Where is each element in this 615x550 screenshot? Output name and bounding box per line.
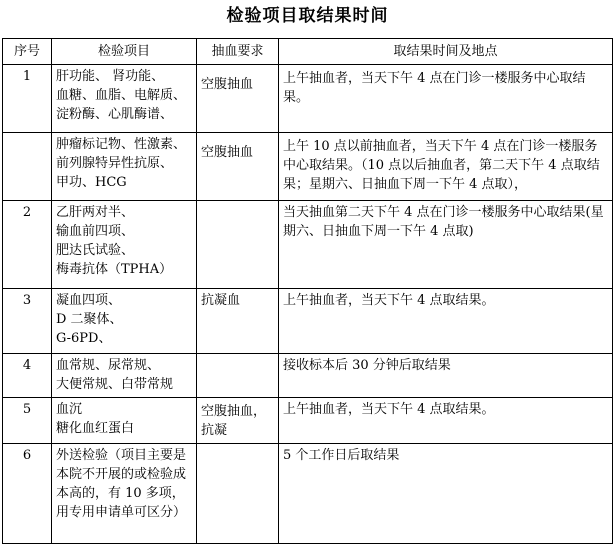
row-number: 5	[3, 398, 52, 444]
row-number: 4	[3, 354, 52, 398]
test-item: 肿瘤标记物、性激素、	[56, 137, 187, 152]
table-row	[3, 201, 613, 289]
test-item: 糖化血红蛋白	[56, 421, 135, 436]
row-number: 1	[3, 65, 52, 133]
table-row	[3, 354, 613, 398]
result-time-cell: 上午抽血者，当天下午 4 点取结果。	[279, 398, 613, 444]
test-item: D 二聚体、	[56, 312, 123, 327]
test-item: 肝功能、 肾功能、	[56, 69, 165, 84]
test-item: 淀粉酶、心肌酶谱、	[56, 107, 174, 122]
row-number	[3, 133, 52, 201]
table-row	[3, 133, 613, 201]
test-item: 肥达氏试验、	[56, 243, 135, 258]
header-result-time-location: 取结果时间及地点	[279, 39, 613, 65]
table-row	[3, 444, 613, 544]
test-items-cell	[52, 65, 197, 133]
test-item: 输血前四项、	[56, 224, 135, 239]
blood-requirement-cell	[197, 201, 279, 289]
table-row	[3, 398, 613, 444]
table-row	[3, 65, 613, 133]
test-item: 前列腺特异性抗原、	[56, 156, 174, 171]
test-items-cell	[52, 201, 197, 289]
row-number: 2	[3, 201, 52, 289]
table-row	[3, 289, 613, 354]
test-items-cell	[52, 289, 197, 354]
test-item: 血沉	[56, 402, 83, 417]
test-item: 乙肝两对半、	[56, 205, 135, 220]
document-title: 检验项目取结果时间	[226, 6, 389, 26]
result-time-cell: 上午抽血者，当天下午 4 点在门诊一楼服务中心取结果。	[279, 65, 613, 133]
test-item: G-6PD、	[56, 331, 112, 346]
test-item: 梅毒抗体（TPHA）	[56, 262, 173, 277]
test-item: 外送检验（项目主要是本院不开展的或检验成本高的，有 10 多项，用专用申请单可区分）	[56, 448, 187, 520]
test-item: 血糖、血脂、电解质、	[56, 88, 187, 103]
table-header-row	[3, 39, 613, 65]
result-time-cell: 上午 10 点以前抽血者，当天下午 4 点在门诊一楼服务中心取结果。（10 点以后抽血者，第二天下午 4 点取结果；星期六、日抽血下周一下午 4 点取），	[279, 133, 613, 201]
header-blood-requirement: 抽血要求	[197, 39, 279, 65]
result-time-cell: 当天抽血第二天下午 4 点在门诊一楼服务中心取结果(星期六、日抽血下周一下午 4 点取)	[279, 201, 613, 289]
results-table	[2, 38, 613, 544]
blood-requirement-cell: 抗凝血	[197, 289, 279, 354]
blood-requirement-cell	[197, 444, 279, 544]
test-items-cell	[52, 354, 197, 398]
blood-requirement-cell: 空腹抽血	[197, 133, 279, 201]
test-items-cell	[52, 444, 197, 544]
blood-requirement-cell	[197, 354, 279, 398]
result-time-cell: 5 个工作日后取结果	[279, 444, 613, 544]
header-test-items: 检验项目	[52, 39, 197, 65]
result-time-cell: 上午抽血者，当天下午 4 点取结果。	[279, 289, 613, 354]
test-item: 血常规、尿常规、	[56, 358, 161, 373]
row-number: 6	[3, 444, 52, 544]
test-item: 大便常规、白带常规	[56, 377, 174, 392]
test-item: 凝血四项、	[56, 293, 122, 308]
test-item: 甲功、HCG	[56, 175, 127, 190]
blood-requirement-cell: 空腹抽血	[197, 65, 279, 133]
header-serial-number: 序号	[3, 39, 52, 65]
row-number: 3	[3, 289, 52, 354]
result-time-cell: 接收标本后 30 分钟后取结果	[279, 354, 613, 398]
test-items-cell	[52, 133, 197, 201]
blood-requirement-cell: 空腹抽血，抗凝	[197, 398, 279, 444]
test-items-cell	[52, 398, 197, 444]
